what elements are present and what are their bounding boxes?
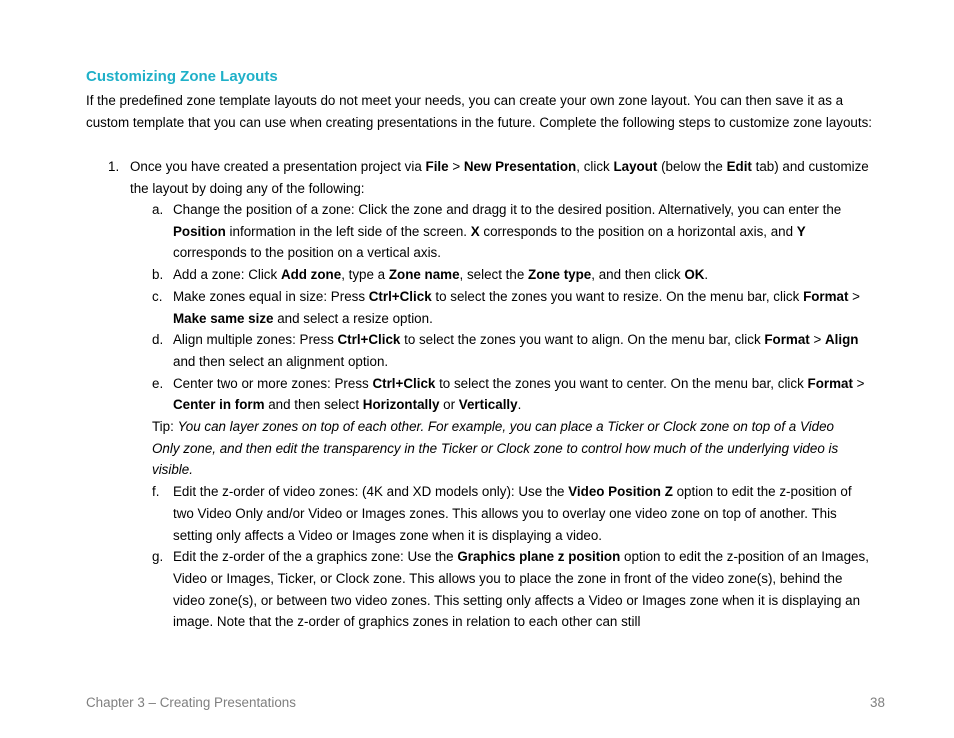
section-heading: Customizing Zone Layouts <box>86 68 278 85</box>
sub-step-letter: f. <box>152 484 160 500</box>
sub-step-f: f. Edit the z-order of video zones: (4K and XD models only): Use the Video Position Z option to edit the z-position of two Video Only and/or Video or Images zones. This allows you to overlay one video zone on top of another. This setting only affects a Video or Images zone when it is displaying a video. <box>152 481 872 546</box>
step-number: 1. <box>108 159 120 174</box>
sub-step-letter: b. <box>152 267 164 283</box>
intro-paragraph: If the predefined zone template layouts do not meet your needs, you can create your own zone layout. You can then save it as a custom template that you can use when creating presentations in the future. Complete the following steps to customize zone layouts: <box>86 93 873 130</box>
sub-step-e: e. Center two or more zones: Press Ctrl+Click to select the zones you want to center. On the menu bar, click Format > Center in form and then select Horizontally or Vertically. <box>152 373 872 416</box>
tip-note: Tip: You can layer zones on top of each other. For example, you can place a Ticker or Clock zone on top of a Video Only zone, and then edit the transparency in the Ticker or Clock zone to control how much of the underlying video is visible. <box>152 419 839 478</box>
sub-step-c: c. Make zones equal in size: Press Ctrl+Click to select the zones you want to resize. On the menu bar, click Format > Make same size and select a resize option. <box>152 286 872 329</box>
sub-step-b: b. Add a zone: Click Add zone, type a Zone name, select the Zone type, and then click OK. <box>152 264 872 286</box>
sub-step-a: a. Change the position of a zone: Click the zone and dragg it to the desired position. Alternatively, you can enter the Position information in the left side of the screen. X corresponds to the position on a horizontal axis, and Y corresponds to the position on a vertical axis. <box>152 199 872 264</box>
sub-step-letter: d. <box>152 332 164 348</box>
sub-step-letter: e. <box>152 375 164 391</box>
step-1 <box>108 156 878 199</box>
tip-label: Tip <box>152 419 171 435</box>
step-1-text: Once you have created a presentation project via File > New Presentation, click Layout (below the Edit tab) and customize the layout by doing any of the following: <box>130 159 869 196</box>
footer-chapter: Chapter 3 – Creating Presentations <box>86 695 296 710</box>
tip-text: You can layer zones on top of each other. For example, you can place a Ticker or Clock zone on top of a Video Only zone, and then edit the transparency in the Ticker or Clock zone to control how much of the underlying video is visible. <box>152 419 839 478</box>
sub-step-g: g. Edit the z-order of the a graphics zone: Use the Graphics plane z position option to edit the z-position of an Images, Video or Images, Ticker, or Clock zone. This allows you to place the zone in front of the video zone(s), behind the video zone(s), or between two video zones. This setting only affects a Video or Images zone when it is displaying an image. Note that the z-order of graphics zones in relation to each other can still <box>152 546 872 633</box>
sub-steps-list <box>152 199 872 633</box>
sub-step-d: d. Align multiple zones: Press Ctrl+Click to select the zones you want to align. On the menu bar, click Format > Align and then select an alignment option. <box>152 329 872 372</box>
sub-step-letter: g. <box>152 549 164 565</box>
sub-step-letter: c. <box>152 288 163 304</box>
footer-page-number: 38 <box>870 695 885 710</box>
sub-step-letter: a. <box>152 202 164 217</box>
